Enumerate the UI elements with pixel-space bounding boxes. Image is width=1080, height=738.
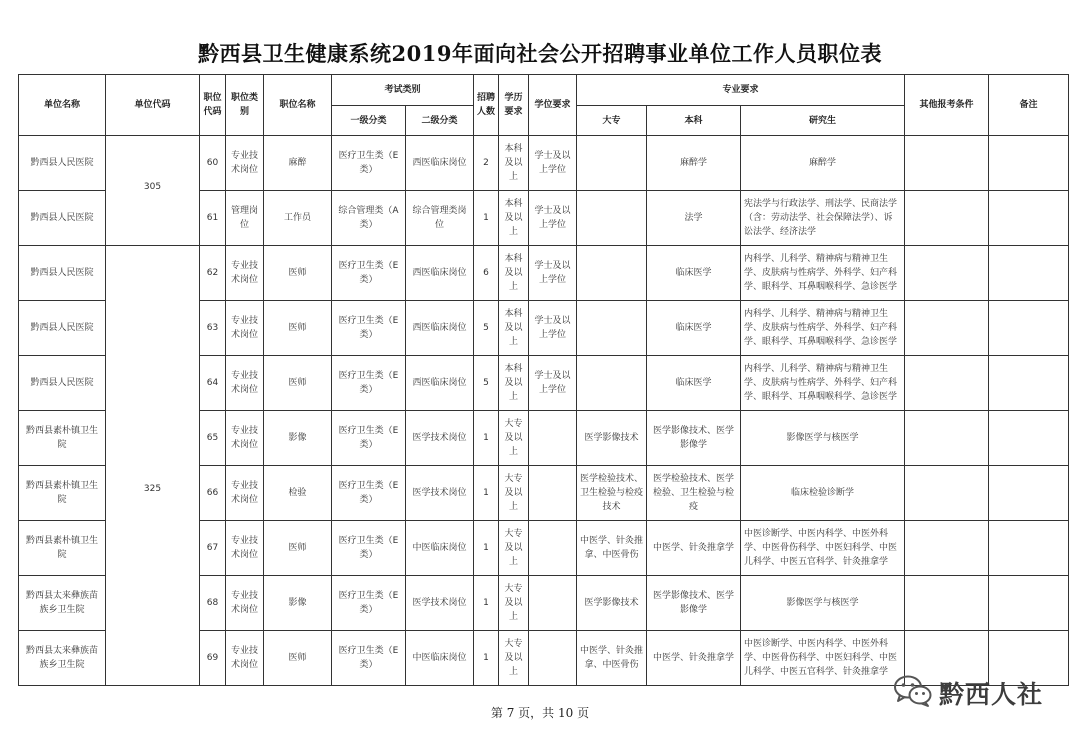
unit-name-cell: 黔西县素朴镇卫生院 xyxy=(19,466,106,521)
exam-level2-cell: 西医临床岗位 xyxy=(406,136,474,191)
exam-level2-cell: 中医临床岗位 xyxy=(406,521,474,576)
table-row xyxy=(19,246,1069,301)
degree-cell xyxy=(529,576,577,631)
note-cell xyxy=(989,576,1069,631)
major-bachelor-cell: 中医学、针灸推拿学 xyxy=(647,631,741,686)
header-unit-name: 单位名称 xyxy=(19,75,106,136)
exam-level1-cell: 医疗卫生类（E类） xyxy=(332,631,406,686)
major-bachelor-cell: 法学 xyxy=(647,191,741,246)
exam-level2-cell: 医学技术岗位 xyxy=(406,466,474,521)
header-major: 专业要求 xyxy=(577,75,905,106)
position-category-cell: 管理岗位 xyxy=(226,191,264,246)
major-graduate-cell: 影像医学与核医学 xyxy=(741,411,905,466)
count-cell: 5 xyxy=(474,356,499,411)
count-cell: 1 xyxy=(474,411,499,466)
header-education: 学历要求 xyxy=(499,75,529,136)
position-code-cell: 61 xyxy=(200,191,226,246)
education-cell: 大专及以上 xyxy=(499,576,529,631)
other-conditions-cell xyxy=(905,246,989,301)
count-cell: 1 xyxy=(474,466,499,521)
position-name-cell: 医师 xyxy=(264,301,332,356)
major-college-cell xyxy=(577,136,647,191)
position-code-cell: 67 xyxy=(200,521,226,576)
unit-name-cell: 黔西县太来彝族苗族乡卫生院 xyxy=(19,576,106,631)
position-code-cell: 63 xyxy=(200,301,226,356)
position-category-cell: 专业技术岗位 xyxy=(226,576,264,631)
position-name-cell: 医师 xyxy=(264,246,332,301)
count-cell: 5 xyxy=(474,301,499,356)
count-cell: 2 xyxy=(474,136,499,191)
position-code-cell: 60 xyxy=(200,136,226,191)
major-bachelor-cell: 麻醉学 xyxy=(647,136,741,191)
exam-level1-cell: 医疗卫生类（E类） xyxy=(332,136,406,191)
position-name-cell: 医师 xyxy=(264,521,332,576)
header-unit-code: 单位代码 xyxy=(106,75,200,136)
header-position-code: 职位代码 xyxy=(200,75,226,136)
header-other-conditions: 其他报考条件 xyxy=(905,75,989,136)
major-college-cell: 中医学、针灸推拿、中医骨伤 xyxy=(577,631,647,686)
count-cell: 1 xyxy=(474,631,499,686)
unit-name-cell: 黔西县人民医院 xyxy=(19,301,106,356)
position-category-cell: 专业技术岗位 xyxy=(226,356,264,411)
major-college-cell xyxy=(577,356,647,411)
position-name-cell: 影像 xyxy=(264,411,332,466)
other-conditions-cell xyxy=(905,191,989,246)
exam-level2-cell: 中医临床岗位 xyxy=(406,631,474,686)
page-footer: 第 7 页，共 10 页 xyxy=(490,706,590,720)
exam-level1-cell: 医疗卫生类（E类） xyxy=(332,411,406,466)
major-bachelor-cell: 中医学、针灸推拿学 xyxy=(647,521,741,576)
position-name-cell: 医师 xyxy=(264,356,332,411)
header-note: 备注 xyxy=(989,75,1069,136)
positions-table xyxy=(18,74,1069,686)
major-graduate-cell: 麻醉学 xyxy=(741,136,905,191)
header-position-category: 职位类别 xyxy=(226,75,264,136)
header-exam-level1: 一级分类 xyxy=(332,106,406,136)
header-major-bachelor: 本科 xyxy=(647,106,741,136)
unit-name-cell: 黔西县素朴镇卫生院 xyxy=(19,521,106,576)
table-row xyxy=(19,136,1069,191)
position-name-cell: 麻醉 xyxy=(264,136,332,191)
unit-name-cell: 黔西县人民医院 xyxy=(19,356,106,411)
header-position-name: 职位名称 xyxy=(264,75,332,136)
header-row-1 xyxy=(19,75,1069,106)
position-category-cell: 专业技术岗位 xyxy=(226,466,264,521)
header-major-graduate: 研究生 xyxy=(741,106,905,136)
education-cell: 本科及以上 xyxy=(499,356,529,411)
position-code-cell: 64 xyxy=(200,356,226,411)
position-name-cell: 医师 xyxy=(264,631,332,686)
other-conditions-cell xyxy=(905,301,989,356)
education-cell: 大专及以上 xyxy=(499,466,529,521)
header-exam-type: 考试类别 xyxy=(332,75,474,106)
note-cell xyxy=(989,356,1069,411)
major-college-cell xyxy=(577,301,647,356)
other-conditions-cell xyxy=(905,466,989,521)
degree-cell: 学士及以上学位 xyxy=(529,356,577,411)
major-graduate-cell: 内科学、儿科学、精神病与精神卫生学、皮肤病与性病学、外科学、妇产科学、眼科学、耳鼻咽喉科学、急诊医学 xyxy=(741,246,905,301)
position-category-cell: 专业技术岗位 xyxy=(226,136,264,191)
exam-level1-cell: 医疗卫生类（E类） xyxy=(332,521,406,576)
position-category-cell: 专业技术岗位 xyxy=(226,521,264,576)
major-bachelor-cell: 医学检验技术、医学检验、卫生检验与检疫 xyxy=(647,466,741,521)
unit-name-cell: 黔西县太来彝族苗族乡卫生院 xyxy=(19,631,106,686)
major-graduate-cell: 内科学、儿科学、精神病与精神卫生学、皮肤病与性病学、外科学、妇产科学、眼科学、耳鼻咽喉科学、急诊医学 xyxy=(741,356,905,411)
major-graduate-cell: 宪法学与行政法学、刑法学、民商法学（含：劳动法学、社会保障法学）、诉讼法学、经济法学 xyxy=(741,191,905,246)
position-code-cell: 66 xyxy=(200,466,226,521)
header-exam-level2: 二级分类 xyxy=(406,106,474,136)
position-name-cell: 检验 xyxy=(264,466,332,521)
count-cell: 6 xyxy=(474,246,499,301)
exam-level1-cell: 医疗卫生类（E类） xyxy=(332,356,406,411)
major-bachelor-cell: 临床医学 xyxy=(647,356,741,411)
watermark-text: 黔西人社 xyxy=(939,680,1044,709)
count-cell: 1 xyxy=(474,576,499,631)
major-college-cell xyxy=(577,191,647,246)
major-bachelor-cell: 医学影像技术、医学影像学 xyxy=(647,411,741,466)
watermark xyxy=(893,674,1043,712)
major-graduate-cell: 影像医学与核医学 xyxy=(741,576,905,631)
position-category-cell: 专业技术岗位 xyxy=(226,246,264,301)
other-conditions-cell xyxy=(905,576,989,631)
note-cell xyxy=(989,191,1069,246)
exam-level1-cell: 医疗卫生类（E类） xyxy=(332,466,406,521)
position-category-cell: 专业技术岗位 xyxy=(226,301,264,356)
position-code-cell: 65 xyxy=(200,411,226,466)
position-name-cell: 工作员 xyxy=(264,191,332,246)
major-graduate-cell: 临床检验诊断学 xyxy=(741,466,905,521)
unit-name-cell: 黔西县人民医院 xyxy=(19,191,106,246)
major-bachelor-cell: 临床医学 xyxy=(647,301,741,356)
exam-level1-cell: 综合管理类（A类） xyxy=(332,191,406,246)
note-cell xyxy=(989,521,1069,576)
unit-code-cell: 325 xyxy=(106,246,200,686)
position-category-cell: 专业技术岗位 xyxy=(226,411,264,466)
position-category-cell: 专业技术岗位 xyxy=(226,631,264,686)
degree-cell xyxy=(529,411,577,466)
major-bachelor-cell: 医学影像技术、医学影像学 xyxy=(647,576,741,631)
major-college-cell: 医学影像技术 xyxy=(577,411,647,466)
education-cell: 本科及以上 xyxy=(499,191,529,246)
degree-cell: 学士及以上学位 xyxy=(529,246,577,301)
education-cell: 大专及以上 xyxy=(499,521,529,576)
other-conditions-cell xyxy=(905,411,989,466)
major-bachelor-cell: 临床医学 xyxy=(647,246,741,301)
major-graduate-cell: 中医诊断学、中医内科学、中医外科学、中医骨伤科学、中医妇科学、中医儿科学、中医五官科学、针灸推拿学 xyxy=(741,631,905,686)
note-cell xyxy=(989,466,1069,521)
header-major-college: 大专 xyxy=(577,106,647,136)
note-cell xyxy=(989,411,1069,466)
education-cell: 本科及以上 xyxy=(499,246,529,301)
position-code-cell: 62 xyxy=(200,246,226,301)
major-graduate-cell: 中医诊断学、中医内科学、中医外科学、中医骨伤科学、中医妇科学、中医儿科学、中医五官科学、针灸推拿学 xyxy=(741,521,905,576)
exam-level2-cell: 综合管理类岗位 xyxy=(406,191,474,246)
degree-cell: 学士及以上学位 xyxy=(529,136,577,191)
count-cell: 1 xyxy=(474,521,499,576)
unit-name-cell: 黔西县人民医院 xyxy=(19,136,106,191)
exam-level2-cell: 西医临床岗位 xyxy=(406,246,474,301)
header-count: 招聘人数 xyxy=(474,75,499,136)
education-cell: 本科及以上 xyxy=(499,136,529,191)
education-cell: 大专及以上 xyxy=(499,631,529,686)
unit-name-cell: 黔西县人民医院 xyxy=(19,246,106,301)
exam-level2-cell: 西医临床岗位 xyxy=(406,301,474,356)
wechat-icon xyxy=(893,674,933,712)
major-graduate-cell: 内科学、儿科学、精神病与精神卫生学、皮肤病与性病学、外科学、妇产科学、眼科学、耳鼻咽喉科学、急诊医学 xyxy=(741,301,905,356)
major-college-cell: 医学检验技术、卫生检验与检疫技术 xyxy=(577,466,647,521)
education-cell: 本科及以上 xyxy=(499,301,529,356)
page-title: 黔西县卫生健康系统2019年面向社会公开招聘事业单位工作人员职位表 xyxy=(198,41,882,66)
degree-cell xyxy=(529,631,577,686)
header-degree: 学位要求 xyxy=(529,75,577,136)
other-conditions-cell xyxy=(905,356,989,411)
exam-level1-cell: 医疗卫生类（E类） xyxy=(332,576,406,631)
unit-code-cell: 305 xyxy=(106,136,200,246)
exam-level1-cell: 医疗卫生类（E类） xyxy=(332,301,406,356)
major-college-cell xyxy=(577,246,647,301)
exam-level1-cell: 医疗卫生类（E类） xyxy=(332,246,406,301)
position-name-cell: 影像 xyxy=(264,576,332,631)
other-conditions-cell xyxy=(905,136,989,191)
count-cell: 1 xyxy=(474,191,499,246)
position-code-cell: 69 xyxy=(200,631,226,686)
degree-cell: 学士及以上学位 xyxy=(529,301,577,356)
exam-level2-cell: 西医临床岗位 xyxy=(406,356,474,411)
other-conditions-cell xyxy=(905,521,989,576)
note-cell xyxy=(989,246,1069,301)
degree-cell xyxy=(529,521,577,576)
major-college-cell: 中医学、针灸推拿、中医骨伤 xyxy=(577,521,647,576)
note-cell xyxy=(989,301,1069,356)
degree-cell xyxy=(529,466,577,521)
note-cell xyxy=(989,136,1069,191)
major-college-cell: 医学影像技术 xyxy=(577,576,647,631)
unit-name-cell: 黔西县素朴镇卫生院 xyxy=(19,411,106,466)
degree-cell: 学士及以上学位 xyxy=(529,191,577,246)
exam-level2-cell: 医学技术岗位 xyxy=(406,411,474,466)
position-code-cell: 68 xyxy=(200,576,226,631)
education-cell: 大专及以上 xyxy=(499,411,529,466)
exam-level2-cell: 医学技术岗位 xyxy=(406,576,474,631)
